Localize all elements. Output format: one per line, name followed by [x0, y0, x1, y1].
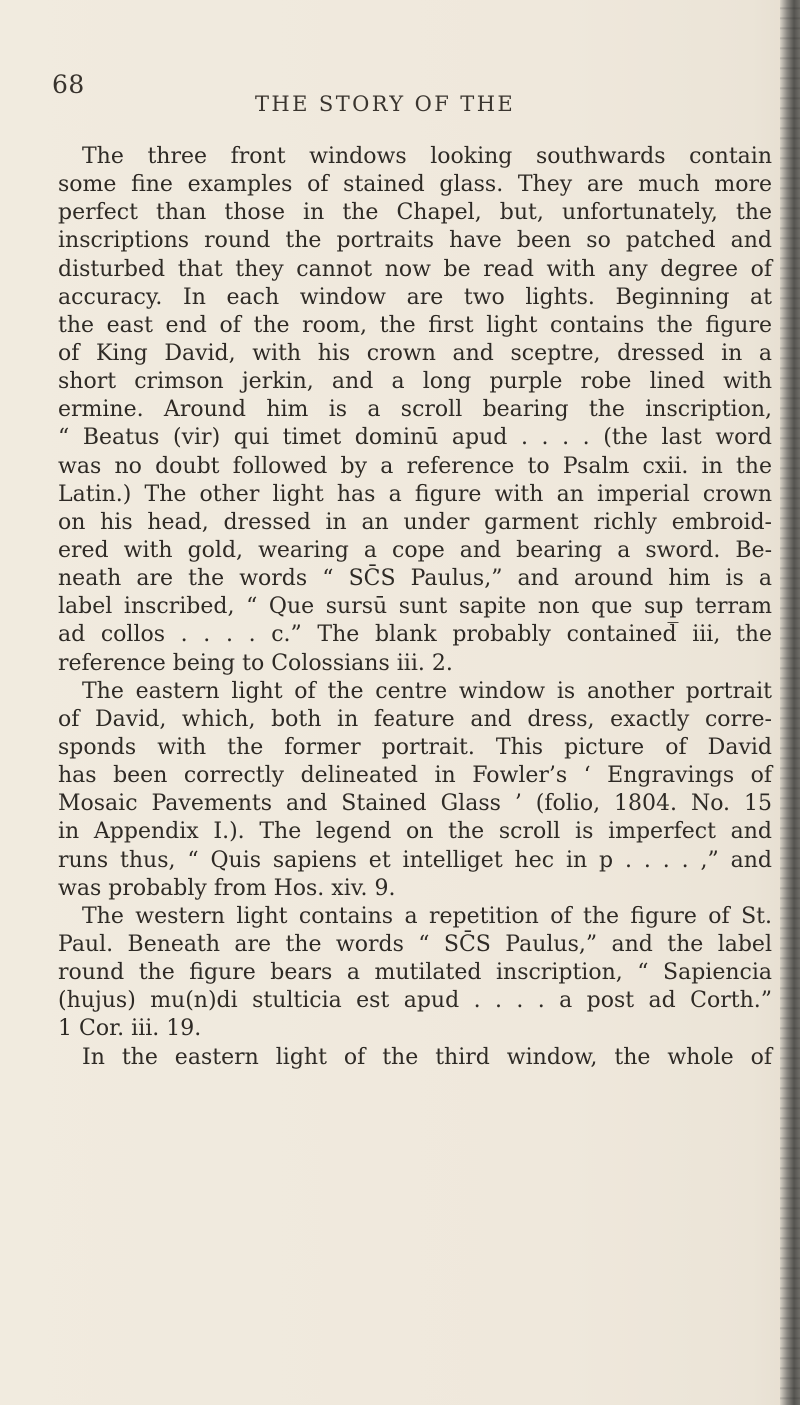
text-line: ad collos . . . . c.” The blank probably contained iii, the [58, 622, 772, 648]
running-head: THE STORY OF THE [255, 92, 516, 116]
text-line: 1 Cor. iii. 19. [58, 1016, 202, 1042]
text-line: The western light contains a repetition of the figure of St. [82, 903, 772, 929]
text-line: sponds with the former portrait. This picture of David [58, 734, 772, 760]
text-line: accuracy. In each window are two lights. Beginning at [58, 284, 772, 310]
text-line: (hujus) mu(n)di stulticia est apud . . . . a post ad Corth.” [58, 988, 772, 1014]
text-line: has been correctly delineated in Fowler’s ‘ Engravings of [58, 763, 772, 789]
text-line: inscriptions round the portraits have been so patched and [58, 228, 772, 254]
text-line: “ Beatus (vir) qui timet dominū apud . . . . (the last word [58, 425, 772, 451]
page-edge-shadow [780, 0, 800, 1405]
text-line: reference being to Colossians iii. 2. [58, 650, 453, 676]
text-line: of David, which, both in feature and dress, exactly corre- [58, 706, 772, 732]
text-line: of King David, with his crown and sceptre, dressed in a [58, 340, 772, 366]
page-number: 68 [52, 70, 85, 99]
text-line: Mosaic Pavements and Stained Glass ’ (folio, 1804. No. 15 [58, 791, 772, 817]
text-line: on his head, dressed in an under garment richly embroid- [58, 509, 772, 535]
text-line: label inscribed, “ Que sursū sunt sapite non que sup̲ terram [58, 594, 772, 620]
text-line: in Appendix I.). The legend on the scroll is imperfect and [58, 819, 772, 845]
text-line: neath are the words “ SC̄S Paulus,” and around him is a [58, 566, 772, 592]
text-line: Latin.) The other light has a figure with an imperial crown [58, 481, 772, 507]
text-line: runs thus, “ Quis sapiens et intelliget hec in p . . . . ,” and [58, 847, 772, 873]
text-line: The eastern light of the centre window is another portrait [82, 678, 772, 704]
text-line: Paul. Beneath are the words “ SC̄S Paulus,” and the label [58, 931, 772, 957]
text-line: some fine examples of stained glass. They are much more [58, 172, 772, 198]
text-line: disturbed that they cannot now be read with any degree of [58, 256, 772, 282]
text-line: The three front windows looking southwards contain [82, 144, 772, 169]
text-line: was no doubt followed by a reference to Psalm cxii. in the [58, 453, 772, 479]
text-line: round the figure bears a mutilated inscription, “ Sapiencia [58, 960, 772, 986]
body-text [58, 143, 772, 1072]
text-line: the east end of the room, the first light contains the figure [58, 312, 772, 338]
text-line: short crimson jerkin, and a long purple robe lined with [58, 369, 772, 395]
text-line: ered with gold, wearing a cope and bearing a sword. Be- [58, 537, 772, 563]
text-line: was probably from Hos. xiv. 9. [58, 875, 396, 901]
text-line: ermine. Around him is a scroll bearing the inscription, [58, 397, 772, 423]
text-line: In the eastern light of the third window, the whole of [82, 1044, 772, 1070]
text-line: perfect than those in the Chapel, but, unfortunately, the [58, 200, 772, 226]
